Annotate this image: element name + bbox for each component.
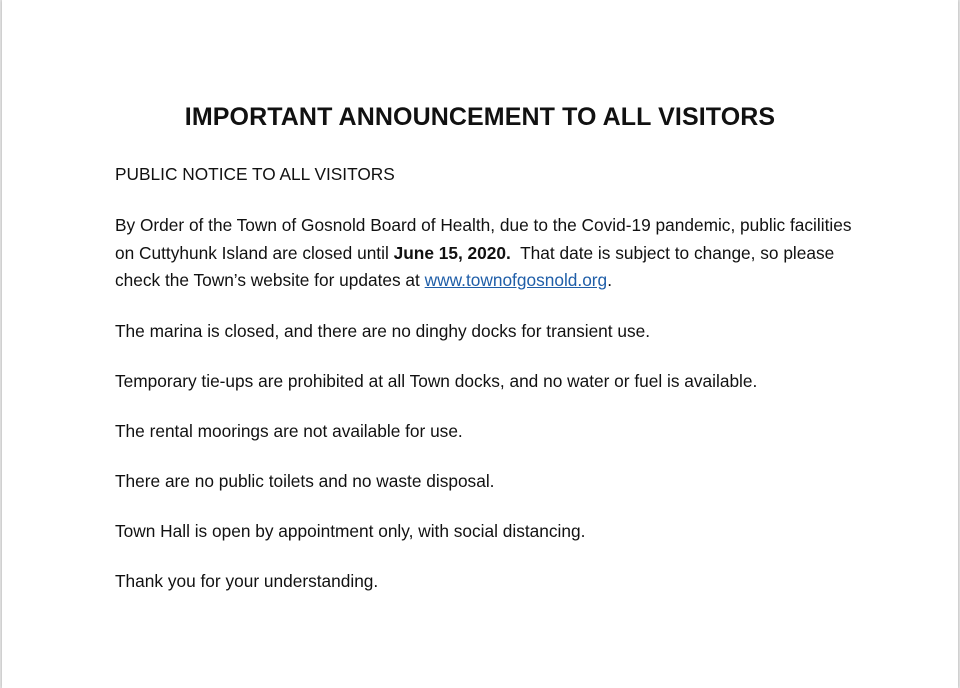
- no-toilets-paragraph: There are no public toilets and no waste disposal.: [115, 471, 495, 491]
- order-text-before-date: By Order of the Town of Gosnold Board of Health, due to the Covid-19 pandemic, public facilities on Cuttyhunk Island are closed until: [115, 215, 852, 263]
- reopening-date: June 15, 2020.: [393, 242, 511, 263]
- town-hall-paragraph: Town Hall is open by appointment only, with social distancing.: [115, 521, 586, 541]
- marina-closed-paragraph: The marina is closed, and there are no dinghy docks for transient use.: [115, 321, 651, 341]
- thank-you-paragraph: Thank you for your understanding.: [115, 571, 379, 591]
- announcement-title: IMPORTANT ANNOUNCEMENT TO ALL VISITORS: [184, 103, 776, 131]
- document-page: [2, 0, 958, 688]
- tieups-prohibited-paragraph: Temporary tie-ups are prohibited at all Town docks, and no water or fuel is available.: [115, 371, 758, 391]
- order-text-after-date: That date is subject to change, so please check the Town’s website for updates at: [115, 242, 840, 290]
- board-of-health-order-paragraph: [115, 212, 875, 295]
- moorings-unavailable-paragraph: The rental moorings are not available for use.: [115, 421, 463, 441]
- town-website-link[interactable]: www.townofgosnold.org: [424, 270, 608, 290]
- public-notice-heading: PUBLIC NOTICE TO ALL VISITORS: [115, 164, 395, 184]
- order-text-end: .: [607, 270, 612, 290]
